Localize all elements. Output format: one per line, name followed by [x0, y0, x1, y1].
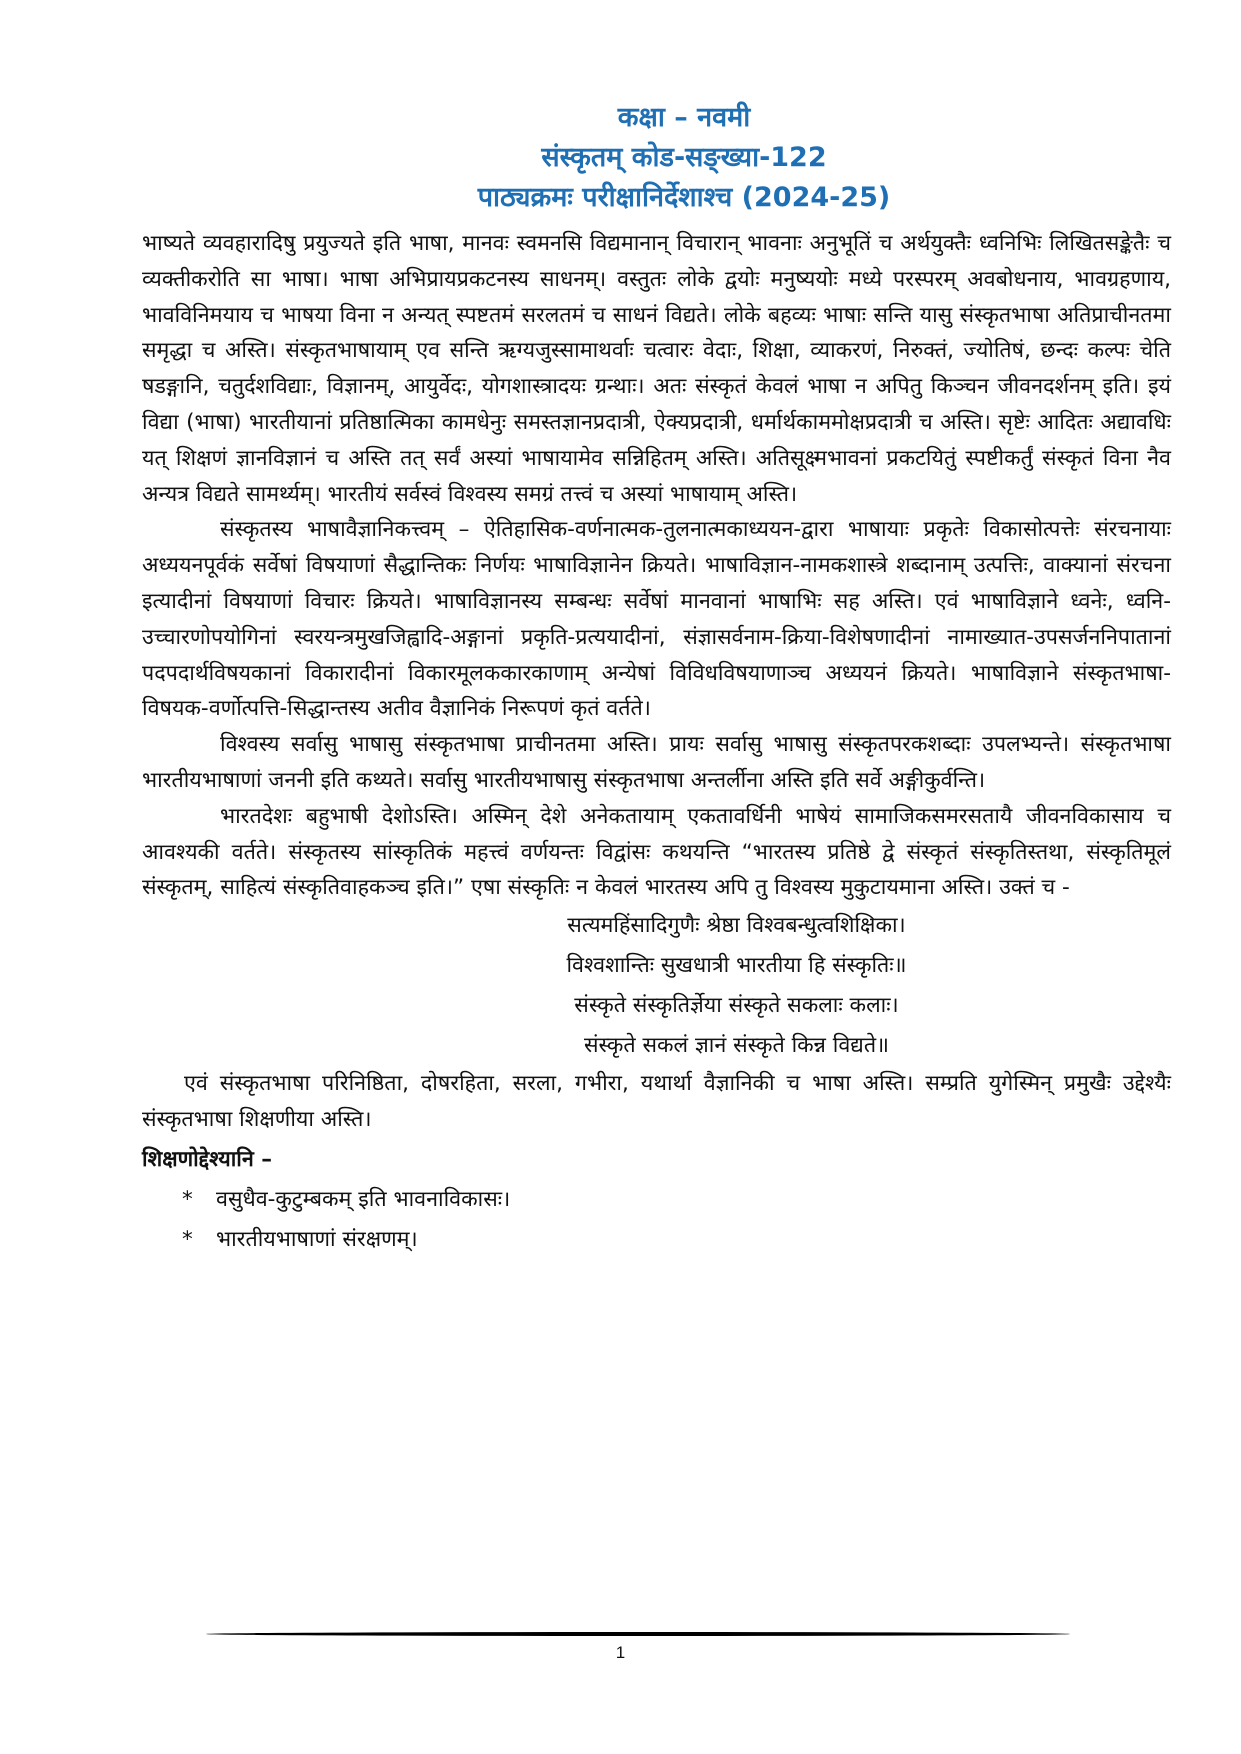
paragraph-closing: एवं संस्कृतभाषा परिनिष्ठिता, दोषरहिता, सरला, गभीरा, यथार्था वैज्ञानिकी च भाषा अस्ति। सम्प्रति युगेस्मिन् प्रमुखैः उद्देश्यैः संस्कृतभाषा शिक्षणीया अस्ति। — [142, 1071, 1171, 1132]
document-body — [142, 226, 1171, 1260]
bullet-asterisk-icon: * — [182, 1226, 193, 1252]
paragraph-ancient-language: विश्वस्य सर्वासु भाषासु संस्कृतभाषा प्राचीनतमा अस्ति। प्रायः सर्वासु भाषासु संस्कृतपरकशब्दाः उपलभ्यन्ते। संस्कृतभाषा भारतीयभाषाणां जननी इति कथ्यते। सर्वासु भारतीयभाषासु संस्कृतभाषा अन्तर्लीना अस्ति इति सर्वे अङ्गीकुर्वन्ति। — [142, 732, 1171, 793]
paragraph-intro: भाष्यते व्यवहारादिषु प्रयुज्यते इति भाषा, मानवः स्वमनसि विद्यमानान् विचारान् भावनाः अनुभूतिं च अर्थयुक्तैः ध्वनिभिः लिखितसङ्केतैः च व्यक्तीकरोति सा भाषा। भाषा अभिप्रायप्रकटनस्य साधनम्। वस्तुतः लोके द्वयोः मनुष्ययोः मध्ये परस्परम् अवबोधनाय, भावग्रहणाय, भावविनिमयाय च भाषया विना न अन्यत् स्पष्टतमं सरलतमं च साधनं विद्यते। लोके बहव्यः भाषाः सन्ति यासु संस्कृतभाषा अतिप्राचीनतमा समृद्धा च अस्ति। संस्कृतभाषायाम् एव सन्ति ऋग्यजुस्सामाथर्वाः चत्वारः वेदाः, शिक्षा, व्याकरणं, निरुक्तं, ज्योतिषं, छन्दः कल्पः चेति षडङ्गानि, चतुर्दशविद्याः, विज्ञानम्, आयुर्वेदः, योगशास्त्रादयः ग्रन्थाः। अतः संस्कृतं केवलं भाषा न अपितु किञ्चन जीवनदर्शनम् इति। इयं विद्या (भाषा) भारतीयानां प्रतिष्ठात्मिका कामधेनुः समस्तज्ञानप्रदात्री, ऐक्यप्रदात्री, धर्मार्थकाममोक्षप्रदात्री च अस्ति। सृष्टेः आदितः अद्यावधिः यत् शिक्षणं ज्ञानविज्ञानं च अस्ति तत् सर्वं अस्यां भाषायामेव सन्निहितम् अस्ति। अतिसूक्ष्मभावनां प्रकटयितुं स्पष्टीकर्तुं संस्कृतं विना नैव अन्यत्र विद्यते सामर्थ्यम्। भारतीयं सर्वस्वं विश्वस्य समग्रं तत्त्वं च अस्यां भाषायाम् अस्ति। — [142, 231, 1171, 507]
objective-text: वसुधैव-कुटुम्बकम् इति भावनाविकासः। — [216, 1186, 511, 1212]
sloka-line: विश्वशान्तिः सुखधात्री भारतीया हि संस्कृतिः॥ — [566, 953, 907, 979]
sloka-line: संस्कृते सकलं ज्ञानं संस्कृते किन्न विद्यते॥ — [584, 1033, 889, 1059]
sloka-block — [302, 906, 1171, 1066]
subject-code-title: संस्कृतम् कोड-सङ्ख्या-122 — [541, 142, 827, 173]
footer-divider — [206, 1632, 1070, 1636]
objectives-heading: शिक्षणोद्देश्यानि – — [142, 1146, 273, 1172]
paragraph-linguistics: संस्कृतस्य भाषावैज्ञानिकत्त्वम् – ऐतिहासिक-वर्णनात्मक-तुलनात्मकाध्ययन-द्वारा भाषायाः प्रकृतेः विकासोत्पत्तेः संरचनायाः अध्ययनपूर्वकं सर्वेषां विषयाणां सैद्धान्तिकः निर्णयः भाषाविज्ञानेन क्रियते। भाषाविज्ञान-नामकशास्त्रे शब्दानाम् उत्पत्तिः, वाक्यानां संरचना इत्यादीनां विषयाणां विचारः क्रियते। भाषाविज्ञानस्य सम्बन्धः सर्वेषां मानवानां भाषाभिः सह अस्ति। एवं भाषाविज्ञाने ध्वनेः, ध्वनि-उच्चारणोपयोगिनां स्वरयन्त्रमुखजिह्वादि-अङ्गानां प्रकृति-प्रत्ययादीनां, संज्ञासर्वनाम-क्रिया-विशेषणादीनां नामाख्यात-उपसर्जननिपातानां पदपदार्थविषयकानां विकारादीनां विकारमूलककारकाणाम् अन्येषां विविधविषयाणाञ्च अध्ययनं क्रियते। भाषाविज्ञाने संस्कृतभाषा-विषयक-वर्णोत्पत्ति-सिद्धान्तस्य अतीव वैज्ञानिकं निरूपणं कृतं वर्तते। — [142, 517, 1171, 722]
paragraph-culture: भारतदेशः बहुभाषी देशोऽस्ति। अस्मिन् देशे अनेकतायाम् एकतावर्धिनी भाषेयं सामाजिकसमरसतायै जीवनविकासाय च आवश्यकी वर्तते। संस्कृतस्य सांस्कृतिकं महत्त्वं वर्णयन्तः विद्वांसः कथयन्ति “भारतस्य प्रतिष्ठे द्वे संस्कृतं संस्कृतिस्तथा, संस्कृतिमूलं संस्कृतम्, साहित्यं संस्कृतिवाहकञ्च इति।” एषा संस्कृतिः न केवलं भारतस्य अपि तु विश्वस्य मुकुटायमाना अस्ति। उक्तं च - — [142, 803, 1171, 901]
objective-item — [142, 1180, 1171, 1220]
class-title: कक्षा – नवमी — [617, 102, 751, 133]
sloka-line: संस्कृते संस्कृतिर्ज्ञेया संस्कृते सकलाः कलाः। — [574, 993, 899, 1019]
bullet-asterisk-icon: * — [182, 1186, 193, 1212]
syllabus-title: पाठ्यक्रमः परीक्षानिर्देशाश्च (2024-25) — [477, 182, 891, 213]
page-header — [197, 98, 1171, 218]
page-number: 1 — [615, 1643, 626, 1662]
objective-item — [142, 1220, 1171, 1260]
objective-text: भारतीयभाषाणां संरक्षणम्। — [216, 1226, 418, 1252]
sloka-line: सत्यमहिंसादिगुणैः श्रेष्ठा विश्वबन्धुत्वशिक्षिका। — [567, 913, 906, 939]
